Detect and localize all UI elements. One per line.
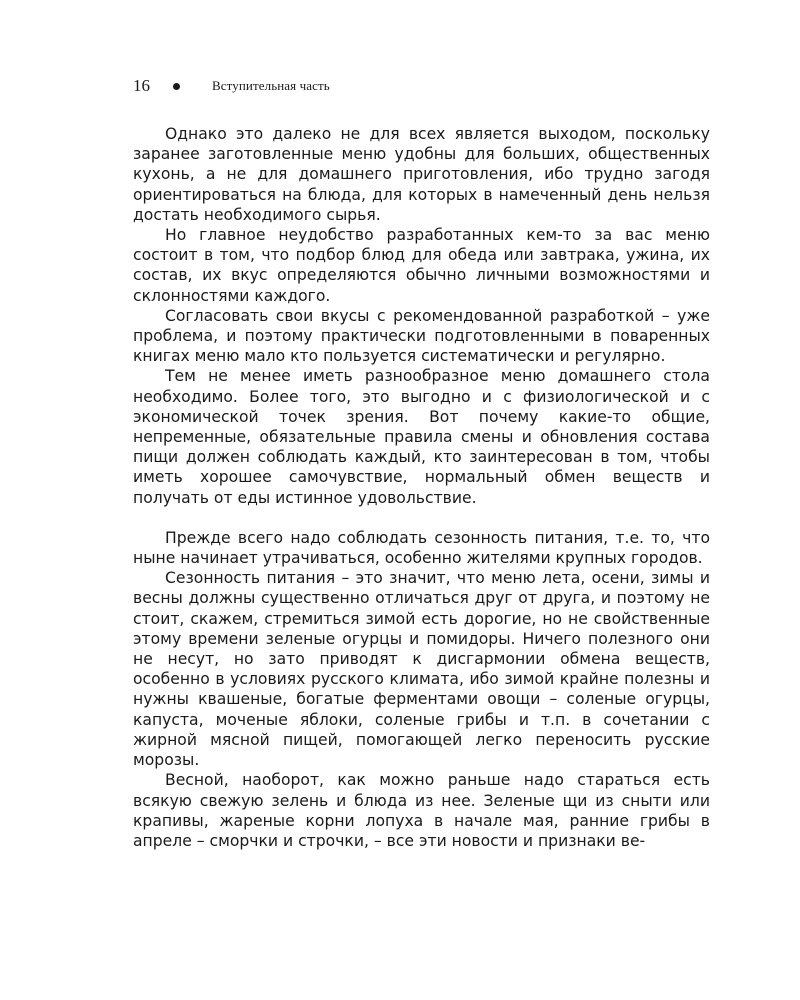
paragraph: Сезонность питания – это значит, что меню лета, осени, зимы и весны должны существенно отличаться друг от друга, и поэтому не стоит, скажем, стремиться зимой есть дорогие, но не свойственные этому времени зеленые огурцы и помидоры. Ничего полезного они не несут, но зато приводят к дисгармонии обмена веществ, особенно в условиях русского климата, ибо зимой крайне полезны и нужны квашеные, богатые ферментами овощи – соленые огурцы, капуста, моченые яблоки, соленые грибы и т.п. в сочетании с жирной мясной пищей, помогающей легко переносить русские морозы. xyxy=(133,569,710,770)
paragraph: Прежде всего надо соблюдать сезонность питания, т.е. то, что ныне начинает утрачиваться, особенно жителями крупных городов. xyxy=(133,528,710,568)
page-header xyxy=(133,74,330,98)
paragraph: Но главное неудобство разработанных кем-то за вас меню состоит в том, что подбор блюд для обеда или завтрака, ужина, их состав, их вкус определяются обычно личными возможностями и склонностями каждого. xyxy=(133,226,710,305)
running-head: Вступительная часть xyxy=(212,78,330,93)
page-number: 16 xyxy=(133,76,150,95)
paragraph: Однако это далеко не для всех является выходом, поскольку заранее заготовленные меню удобны для больших, общественных кухонь, а не для домашнего приготовления, ибо трудно загодя ориентироваться на блюда, для которых в намеченный день нельзя достать необходимого сырья. xyxy=(133,125,710,224)
body-text xyxy=(133,124,710,851)
paragraph: Согласовать свои вкусы с рекомендованной разработкой – уже проблема, и поэтому практически подготовленными в поваренных книгах меню мало кто пользуется систематически и регулярно. xyxy=(133,306,710,366)
bullet-icon xyxy=(173,83,180,90)
paragraph: Весной, наоборот, как можно раньше надо стараться есть всякую свежую зелень и блюда из нее. Зеленые щи из сныти или крапивы, жареные корни лопуха в начале мая, ранние грибы в апреле – сморчки и строчки, – все эти новости и признаки ве- xyxy=(133,771,710,850)
paragraph: Тем не менее иметь разнообразное меню домашнего стола необходимо. Более того, это выгодно и с физиологической и с экономической точек зрения. Вот почему какие-то общие, непременные, обязательные правила смены и обновления состава пищи должен соблюдать каждый, кто заинтересован в том, чтобы иметь хорошее самочувствие, нормальный обмен веществ и получать от еды истинное удовольствие. xyxy=(133,367,710,507)
